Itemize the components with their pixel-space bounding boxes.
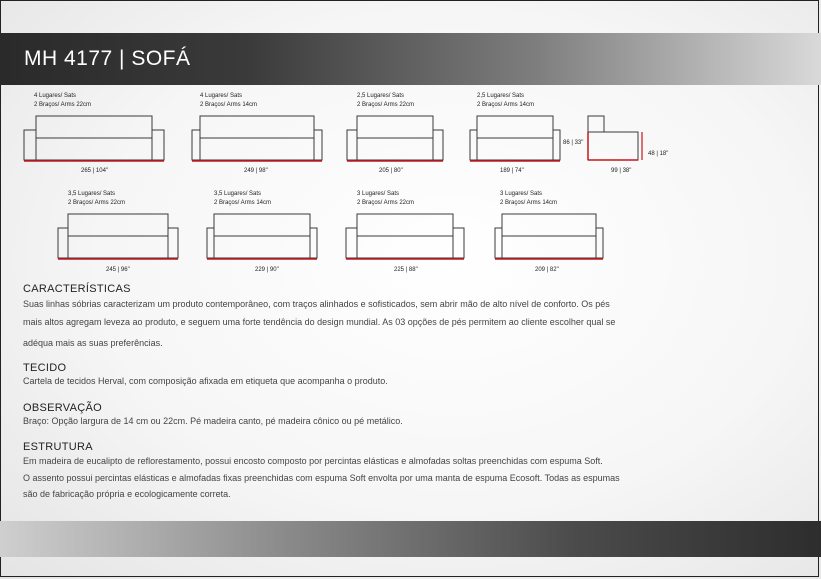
section-observacao	[23, 402, 803, 428]
section-text-line: mais altos agregam leveza ao produto, e seguem uma forte tendência do design mundial. As 03 opções de pés permitem ao cliente escolher qual se	[23, 317, 616, 327]
sofa-arms-label: 2 Braços/ Arms 22cm	[68, 200, 126, 206]
sofa-drawing	[207, 190, 317, 274]
sofa-seats-label: 3 Lugares/ Sats	[500, 191, 543, 197]
sofa-width-label: 245 | 96"	[106, 267, 130, 273]
sofa-arms-label: 2 Braços/ Arms 22cm	[357, 200, 415, 206]
section-text-line: adéqua mais as suas preferências.	[23, 338, 163, 348]
sofa-drawing	[346, 190, 464, 274]
sofa-seats-label: 4 Lugares/ Sats	[34, 93, 77, 99]
sofa-drawing	[24, 92, 164, 176]
sofa-front-view	[470, 116, 560, 166]
sofa-arms-label: 2 Braços/ Arms 14cm	[500, 200, 558, 206]
sofa-front-view	[347, 116, 443, 166]
section-heading: ESTRUTURA	[23, 441, 93, 453]
section-heading: CARACTERÍSTICAS	[23, 283, 131, 295]
sofa-front-view	[346, 214, 464, 264]
sofa-front-view	[58, 214, 178, 264]
sofa-width-label: 209 | 82"	[535, 267, 559, 273]
section-heading: TECIDO	[23, 362, 67, 374]
sofa-arms-label: 2 Braços/ Arms 22cm	[34, 102, 92, 108]
sofa-arms-label: 2 Braços/ Arms 14cm	[200, 102, 258, 108]
sofa-front-view	[495, 214, 603, 264]
section-heading: OBSERVAÇÃO	[23, 402, 103, 414]
sofa-seats-label: 3 Lugares/ Sats	[357, 191, 400, 197]
sofa-width-label: 249 | 98"	[244, 168, 268, 174]
sofa-seats-label: 3,5 Lugares/ Sats	[214, 191, 262, 197]
sofa-front-view	[192, 116, 322, 166]
section-tecido	[23, 362, 803, 388]
seat-height-label: 48 | 18"	[648, 151, 669, 157]
section-caracteristicas	[23, 283, 803, 354]
sofa-arms-label: 2 Braços/ Arms 22cm	[357, 102, 415, 108]
section-text-line: Em madeira de eucalipto de reflorestamento, possui encosto composto por percintas elásticas e almofadas soltas preenchidas com espuma Soft.	[23, 456, 603, 466]
sofa-seats-label: 2,5 Lugares/ Sats	[357, 93, 405, 99]
sofa-width-label: 265 | 104"	[81, 168, 109, 174]
section-text-line: Braço: Opção largura de 14 cm ou 22cm. Pé madeira canto, pé madeira cônico ou pé metálico.	[23, 416, 403, 426]
section-text-line: Suas linhas sóbrias caracterizam um produto contemporâneo, com traços alinhados e sofisticados, sem abrir mão de alto nível de conforto. Os pés	[23, 299, 610, 309]
depth-label: 99 | 38"	[611, 168, 632, 174]
sofa-width-label: 189 | 74"	[500, 168, 524, 174]
sofa-seats-label: 4 Lugares/ Sats	[200, 93, 243, 99]
sofa-seats-label: 2,5 Lugares/ Sats	[477, 93, 525, 99]
page-title: MH 4177 | SOFÁ	[24, 47, 191, 70]
section-text-line: são de fabricação própria e ecologicamente correta.	[23, 489, 231, 499]
sofa-drawing	[470, 92, 560, 176]
sofa-width-label: 225 | 88"	[394, 267, 418, 273]
sofa-arms-label: 2 Braços/ Arms 14cm	[477, 102, 535, 108]
sofa-seats-label: 3,5 Lugares/ Sats	[68, 191, 116, 197]
back-height-label: 86 | 33"	[563, 140, 584, 146]
footer-band	[0, 521, 821, 557]
section-text-line: O assento possui percintas elásticas e almofadas fixas preenchidas com espuma Soft envolta por uma manta de espuma Ecosoft. Todas as espumas	[23, 473, 620, 483]
sofa-width-label: 229 | 90"	[255, 267, 279, 273]
sofa-front-view	[207, 214, 317, 264]
section-text-line: Cartela de tecidos Herval, com composição afixada em etiqueta que acompanha o produto.	[23, 376, 388, 386]
sofa-drawing	[495, 190, 603, 274]
sofa-width-label: 205 | 80"	[379, 168, 403, 174]
sofa-drawing	[347, 92, 443, 176]
sofa-drawing	[58, 190, 178, 274]
sofa-arms-label: 2 Braços/ Arms 14cm	[214, 200, 272, 206]
section-estrutura	[23, 441, 803, 501]
sofa-drawing	[192, 92, 322, 176]
sofa-front-view	[24, 116, 164, 166]
